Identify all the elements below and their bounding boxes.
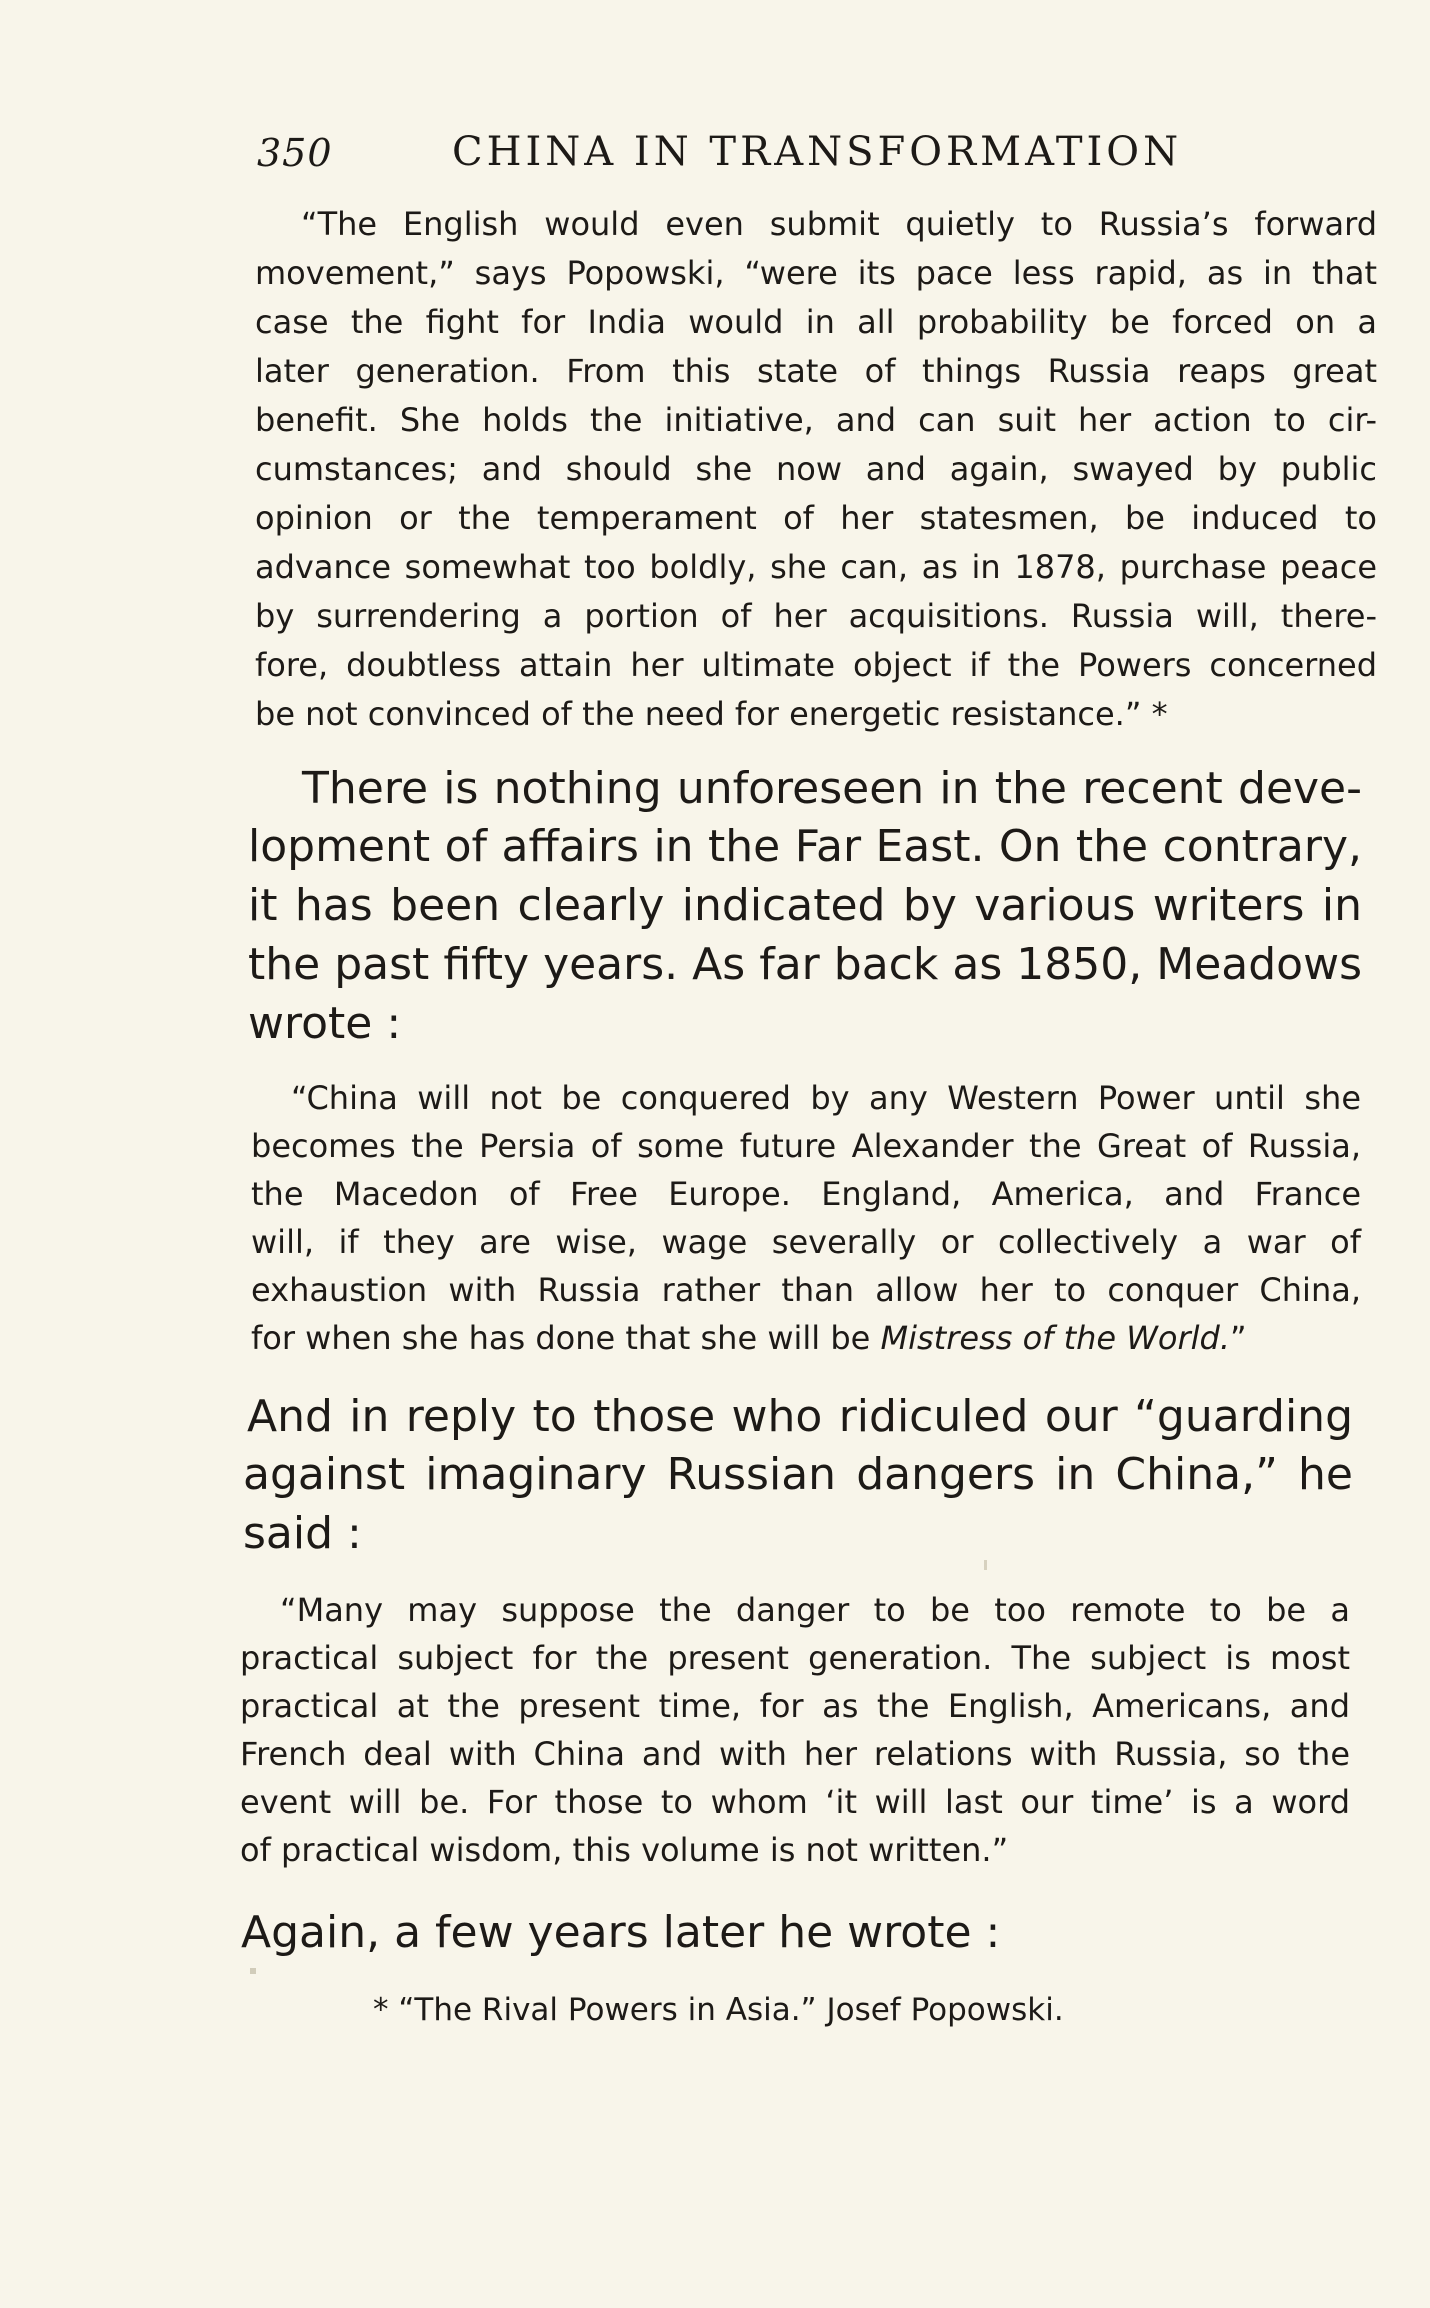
- quote-text: for when she has done that she will be: [251, 1319, 881, 1357]
- quote-line: benefit. She holds the initiative, and can suit her action to cir-: [255, 401, 1377, 439]
- paragraph-line: And in reply to those who ridiculed our “guarding: [247, 1391, 1353, 1442]
- quote-line: “Many may suppose the danger to be too remote to be a: [280, 1591, 1350, 1629]
- quote-line: case the fight for India would in all probability be forced on a: [255, 303, 1377, 341]
- paragraph-line: said :: [243, 1508, 362, 1559]
- quote-line: fore, doubtless attain her ultimate object if the Powers concerned: [255, 646, 1377, 684]
- quote-line: practical subject for the present generation. The subject is most: [240, 1639, 1350, 1677]
- quote-line: movement,” says Popowski, “were its pace less rapid, as in that: [255, 254, 1377, 292]
- quote-meadows-1: [251, 1074, 1361, 1374]
- quote-popowski: [255, 200, 1377, 740]
- quote-meadows-2: [240, 1586, 1350, 1886]
- quote-line: by surrendering a portion of her acquisitions. Russia will, there-: [255, 597, 1377, 635]
- paragraph-line: Again, a few years later he wrote :: [241, 1907, 1001, 1958]
- paragraph-again: [241, 1904, 1141, 1964]
- quote-line: “The English would even submit quietly to Russia’s forward: [301, 205, 1377, 243]
- paragraph-far-east: [248, 760, 1362, 1060]
- page-header: [257, 123, 1189, 189]
- quote-line: of practical wisdom, this volume is not written.”: [240, 1831, 1009, 1869]
- paragraph-line: against imaginary Russian dangers in China,” he: [243, 1449, 1353, 1500]
- quote-line: “China will not be conquered by any Western Power until she: [291, 1079, 1361, 1117]
- quote-line: practical at the present time, for as the English, Americans, and: [240, 1687, 1350, 1725]
- paragraph-line: wrote :: [248, 998, 402, 1049]
- quote-line: event will be. For those to whom ‘it will last our time’ is a word: [240, 1783, 1350, 1821]
- quote-line: the Macedon of Free Europe. England, America, and France: [251, 1175, 1361, 1213]
- quote-line: later generation. From this state of things Russia reaps great: [255, 352, 1377, 390]
- quote-line: cumstances; and should she now and again, swayed by public: [255, 450, 1377, 488]
- quote-line: becomes the Persia of some future Alexander the Great of Russia,: [251, 1127, 1361, 1165]
- paragraph-line: There is nothing unforeseen in the recent deve-: [302, 763, 1362, 814]
- quote-line: exhaustion with Russia rather than allow her to conquer China,: [251, 1271, 1361, 1309]
- running-head-title: CHINA IN TRANSFORMATION: [452, 129, 1183, 175]
- page-number: 350: [257, 131, 333, 175]
- italic-phrase: Mistress of the World.: [880, 1319, 1231, 1357]
- paragraph-line: lopment of affairs in the Far East. On the contrary,: [248, 821, 1362, 872]
- paragraph-reply: [243, 1388, 1353, 1578]
- paper-speck: [984, 1560, 987, 1570]
- quote-line: opinion or the temperament of her statesmen, be induced to: [255, 499, 1377, 537]
- quote-line: advance somewhat too boldly, she can, as in 1878, purchase peace: [255, 548, 1377, 586]
- paper-speck: [250, 1968, 256, 1974]
- paragraph-line: it has been clearly indicated by various writers in: [248, 880, 1362, 931]
- quote-line: [251, 1314, 1247, 1362]
- quote-line: will, if they are wise, wage severally or collectively a war of: [251, 1223, 1361, 1261]
- paragraph-line: the past fifty years. As far back as 1850, Meadows: [248, 939, 1362, 990]
- footnote: * “The Rival Powers in Asia.” Josef Popowski.: [373, 1992, 1064, 2028]
- quote-line: French deal with China and with her relations with Russia, so the: [240, 1735, 1350, 1773]
- quote-line: be not convinced of the need for energetic resistance.” *: [255, 695, 1168, 733]
- quote-text: ”: [1230, 1319, 1247, 1357]
